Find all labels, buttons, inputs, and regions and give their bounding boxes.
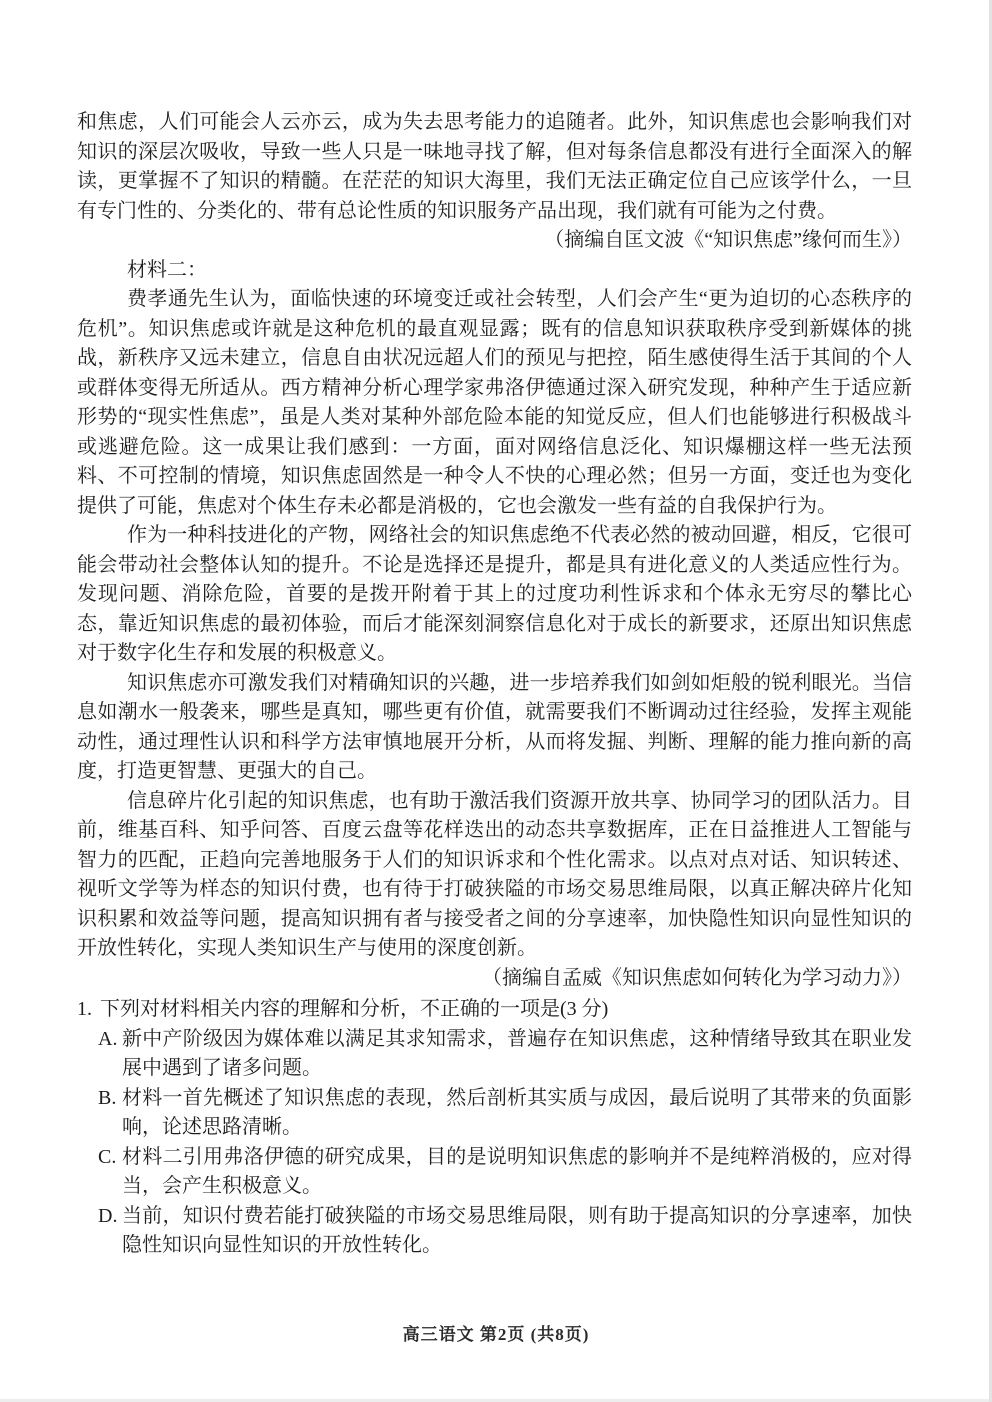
material-two-paragraph-4: 信息碎片化引起的知识焦虑，也有助于激活我们资源开放共享、协同学习的团队活力。目前，维基百科、知乎问答、百度云盘等花样迭出的动态共享数据库，正在日益推进人工智能与智力的匹配，正趋向完善地服务于人们的知识诉求和个性化需求。以点对点对话、知识转述、视听文学等为样态的知识付费，也有待于打破狭隘的市场交易思维局限，以真正解决碎片化知识积累和效益等问题，提高知识拥有者与接受者之间的分享速率，加快隐性知识向显性知识的开放性转化，实现人类知识生产与使用的深度创新。	[77, 789, 912, 959]
page-footer: 高三语文 第2页 (共8页)	[402, 1325, 590, 1344]
question-stem-text: 下列对材料相关内容的理解和分析，不正确的一项是(3 分)	[100, 998, 609, 1020]
option-d	[77, 1202, 912, 1261]
option-b-label: B.	[98, 1086, 117, 1109]
question-1	[77, 995, 912, 1261]
option-a-text: 新中产阶级因为媒体难以满足其求知需求，普遍存在知识焦虑，这种情绪导致其在职业发展中遇到了诸多问题。	[122, 1027, 912, 1079]
option-c	[77, 1143, 912, 1202]
material-two-attribution: （摘编自孟威《知识焦虑如何转化为学习动力》）	[482, 966, 912, 989]
option-a-label: A.	[98, 1027, 118, 1050]
option-c-label: C.	[98, 1145, 117, 1168]
option-c-text: 材料二引用弗洛伊德的研究成果，目的是说明知识焦虑的影响并不是纯粹消极的，应对得当，会产生积极意义。	[122, 1145, 912, 1197]
material-one-attribution: （摘编自匡文波《“知识焦虑”缘何而生》）	[544, 229, 912, 251]
option-b	[77, 1084, 912, 1143]
material-two-heading: 材料二：	[127, 258, 207, 281]
page-content	[77, 108, 912, 1261]
material-two-paragraph-2: 作为一种科技进化的产物，网络社会的知识焦虑绝不代表必然的被动回避，相反，它很可能会带动社会整体认知的提升。不论是选择还是提升，都是具有进化意义的人类适应性行为。发现问题、消除危险，首要的是拨开附着于其上的过度功利性诉求和个体永无穷尽的攀比心态，靠近知识焦虑的最初体验，而后才能深刻洞察信息化对于成长的新要求，还原出知识焦虑对于数字化生存和发展的积极意义。	[77, 524, 912, 664]
material-one-closing-paragraph: 和焦虑，人们可能会人云亦云，成为失去思考能力的追随者。此外，知识焦虑也会影响我们对知识的深层次吸收，导致一些人只是一味地寻找了解，但对每条信息都没有进行全面深入的解读，更掌握不了知识的精髓。在茫茫的知识大海里，我们无法正确定位自己应该学什么，一旦有专门性的、分类化的、带有总论性质的知识服务产品出现，我们就有可能为之付费。	[77, 111, 912, 222]
question-number: 1.	[77, 998, 92, 1020]
option-a	[77, 1025, 912, 1084]
option-d-label: D.	[98, 1204, 118, 1227]
question-1-stem	[77, 995, 912, 1025]
option-b-text: 材料一首先概述了知识焦虑的表现，然后剖析其实质与成因，最后说明了其带来的负面影响，论述思路清晰。	[122, 1086, 912, 1138]
material-two-paragraph-1: 费孝通先生认为，面临快速的环境变迁或社会转型，人们会产生“更为迫切的心态秩序的危机”。知识焦虑或许就是这种危机的最直观显露；既有的信息知识获取秩序受到新媒体的挑战，新秩序又远未建立，信息自由状况远超人们的预见与把控，陌生感使得生活于其间的个人或群体变得无所适从。西方精神分析心理学家弗洛伊德通过深入研究发现，种种产生于适应新形势的“现实性焦虑”，虽是人类对某种外部危险本能的知觉反应，但人们也能够进行积极战斗或逃避危险。这一成果让我们感到：一方面，面对网络信息泛化、知识爆棚这样一些无法预料、不可控制的情境，知识焦虑固然是一种令人不快的心理必然；但另一方面，变迁也为变化提供了可能，焦虑对个体生存未必都是消极的，它也会激发一些有益的自我保护行为。	[77, 288, 912, 517]
option-d-text: 当前，知识付费若能打破狭隘的市场交易思维局限，则有助于提高知识的分享速率，加快隐性知识向显性知识的开放性转化。	[122, 1204, 912, 1256]
material-two-paragraph-3: 知识焦虑亦可激发我们对精确知识的兴趣，进一步培养我们如剑如炬般的锐利眼光。当信息如潮水一般袭来，哪些是真知，哪些更有价值，就需要我们不断调动过往经验，发挥主观能动性，通过理性认识和科学方法审慎地展开分析，从而将发掘、判断、理解的能力推向新的高度，打造更智慧、更强大的自己。	[77, 671, 912, 782]
